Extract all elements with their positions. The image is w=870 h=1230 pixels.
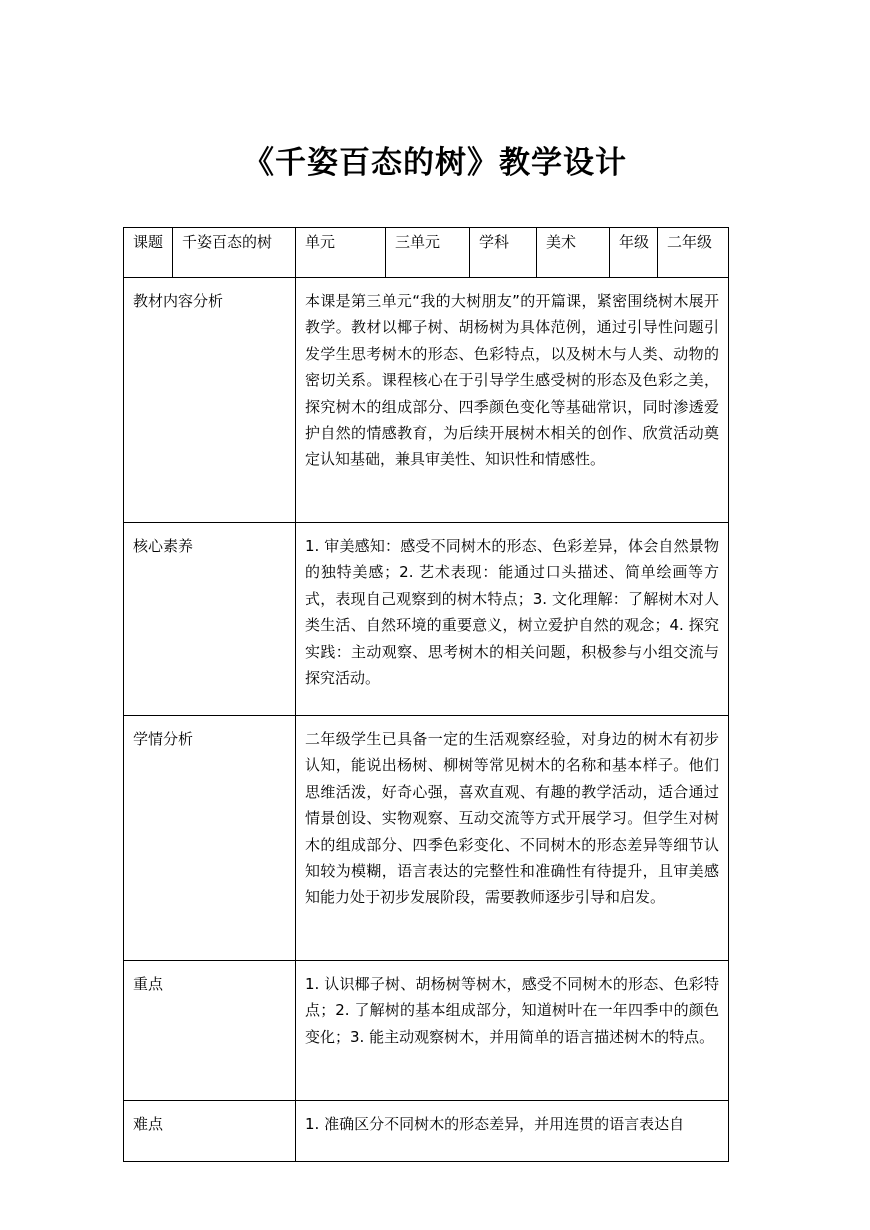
grade-label-cell: 年级 bbox=[610, 228, 658, 278]
row-content: 本课是第三单元“我的大树朋友”的开篇课，紧密围绕树木展开教学。教材以椰子树、胡杨树为具体范例，通过引导性问题引发学生思考树木的形态、色彩特点，以及树木与人类、动物的密切关系。课程核心在于引导学生感受树的形态及色彩之美，探究树木的组成部分、四季颜色变化等基础常识，同时渗透爱护自然的情感教育，为后续开展树木相关的创作、欣赏活动奠定认知基础，兼具审美性、知识性和情感性。 bbox=[296, 278, 729, 523]
row-key-points bbox=[124, 961, 729, 1101]
row-difficult-points bbox=[124, 1101, 729, 1162]
grade-value-cell: 二年级 bbox=[658, 228, 729, 278]
course-label-cell: 课题 bbox=[124, 228, 173, 278]
subject-label-cell: 学科 bbox=[470, 228, 537, 278]
row-content: 1. 审美感知：感受不同树木的形态、色彩差异，体会自然景物的独特美感；2. 艺术表现：能通过口头描述、简单绘画等方式，表现自己观察到的树木特点；3. 文化理解：了解树木对人类生活、自然环境的重要意义，树立爱护自然的观念；4. 探究实践：主动观察、思考树木的相关问题，积极参与小组交流与探究活动。 bbox=[296, 523, 729, 716]
row-core-literacy bbox=[124, 523, 729, 716]
row-label: 核心素养 bbox=[124, 523, 296, 716]
row-student-analysis bbox=[124, 716, 729, 961]
row-content: 1. 准确区分不同树木的形态差异，并用连贯的语言表达自 bbox=[296, 1101, 729, 1162]
unit-label-cell: 单元 bbox=[296, 228, 386, 278]
lesson-plan-table bbox=[123, 227, 729, 1162]
document-title: 《千姿百态的树》教学设计 bbox=[243, 145, 627, 181]
row-label: 教材内容分析 bbox=[124, 278, 296, 523]
header-row bbox=[124, 228, 729, 278]
row-material-analysis bbox=[124, 278, 729, 523]
subject-value-cell: 美术 bbox=[537, 228, 610, 278]
course-value-cell: 千姿百态的树 bbox=[173, 228, 296, 278]
row-content: 1. 认识椰子树、胡杨树等树木，感受不同树木的形态、色彩特点；2. 了解树的基本组成部分，知道树叶在一年四季中的颜色变化；3. 能主动观察树木，并用简单的语言描述树木的特点。 bbox=[296, 961, 729, 1101]
row-label: 学情分析 bbox=[124, 716, 296, 961]
row-label: 难点 bbox=[124, 1101, 296, 1162]
row-label: 重点 bbox=[124, 961, 296, 1101]
unit-value-cell: 三单元 bbox=[386, 228, 470, 278]
row-content: 二年级学生已具备一定的生活观察经验，对身边的树木有初步认知，能说出杨树、柳树等常见树木的名称和基本样子。他们思维活泼，好奇心强，喜欢直观、有趣的教学活动，适合通过情景创设、实物观察、互动交流等方式开展学习。但学生对树木的组成部分、四季色彩变化、不同树木的形态差异等细节认知较为模糊，语言表达的完整性和准确性有待提升，且审美感知能力处于初步发展阶段，需要教师逐步引导和启发。 bbox=[296, 716, 729, 961]
